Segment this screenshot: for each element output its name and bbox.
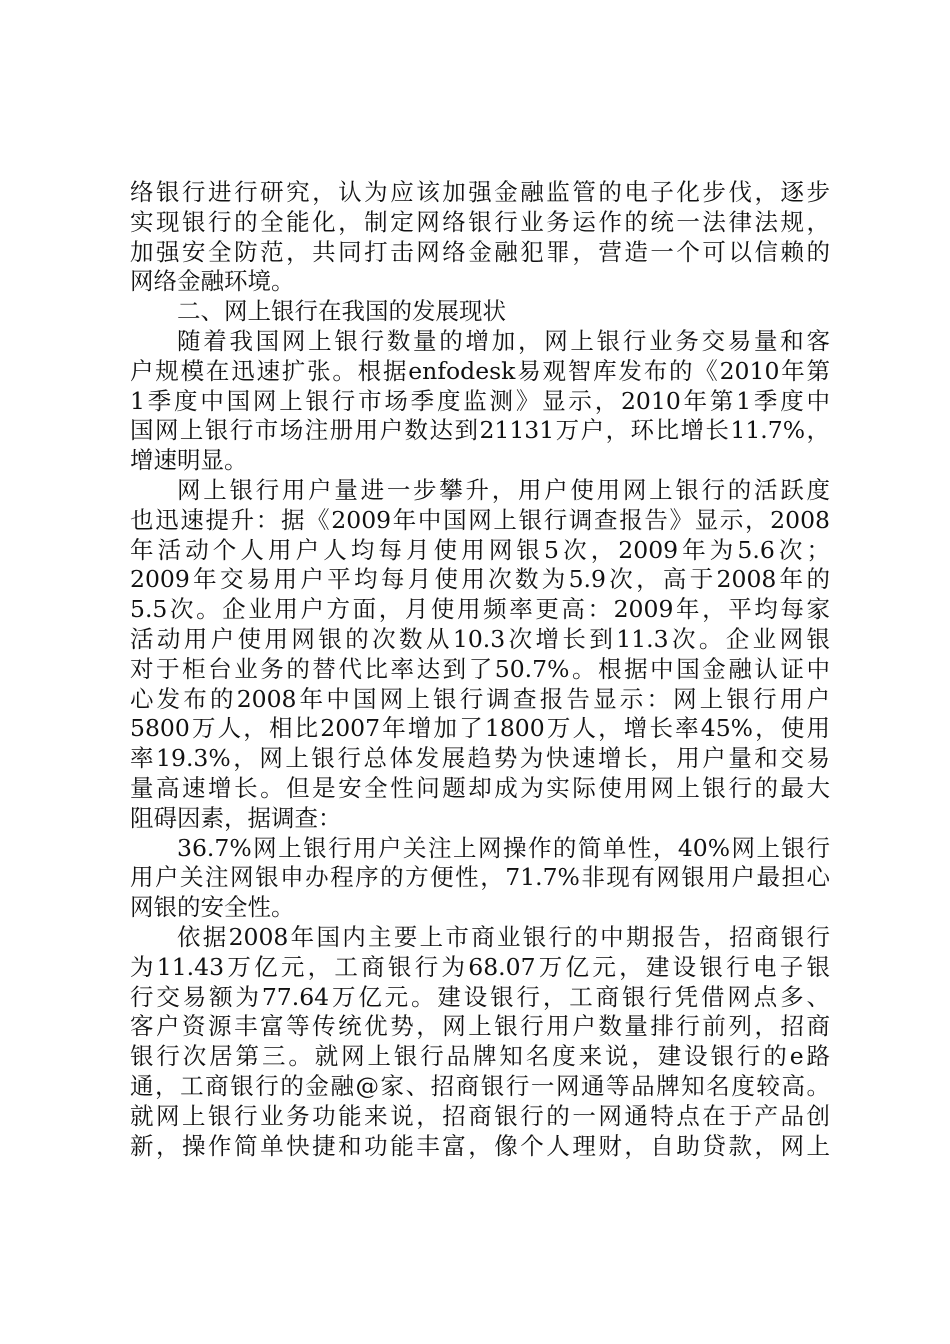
text-line: 用户关注网银申办程序的方便性，71.7%非现有网银用户最担心 — [130, 863, 830, 892]
text-line: 年活动个人用户人均每月使用网银5次，2009年为5.6次； — [130, 535, 830, 564]
text-line: 为11.43万亿元，工商银行为68.07万亿元，建设银行电子银 — [130, 952, 830, 981]
text-line: 随着我国网上银行数量的增加，网上银行业务交易量和客 — [177, 326, 830, 355]
text-line: 网上银行用户量进一步攀升，用户使用网上银行的活跃度 — [177, 475, 830, 504]
text-line: 国网上银行市场注册用户数达到21131万户，环比增长11.7%， — [130, 416, 830, 445]
body-text — [130, 178, 830, 1161]
text-line: 网络金融环境。 — [130, 267, 295, 296]
text-line: 户规模在迅速扩张。根据enfodesk易观智库发布的《2010年第 — [130, 356, 830, 385]
text-line: 银行次居第三。就网上银行品牌知名度来说，建设银行的e路 — [130, 1042, 830, 1071]
text-line: 1季度中国网上银行市场季度监测》显示，2010年第1季度中 — [130, 386, 830, 415]
text-line: 率19.3%，网上银行总体发展趋势为快速增长，用户量和交易 — [130, 744, 830, 773]
text-line: 也迅速提升：据《2009年中国网上银行调查报告》显示，2008 — [130, 505, 830, 534]
text-line: 量高速增长。但是安全性问题却成为实际使用网上银行的最大 — [130, 773, 830, 802]
text-line: 新，操作简单快捷和功能丰富，像个人理财，自助贷款，网上 — [130, 1131, 830, 1160]
text-line: 36.7%网上银行用户关注上网操作的简单性，40%网上银行 — [177, 833, 830, 862]
text-line: 就网上银行业务功能来说，招商银行的一网通特点在于产品创 — [130, 1101, 830, 1130]
text-line: 增速明显。 — [130, 446, 248, 475]
text-line: 实现银行的全能化，制定网络银行业务运作的统一法律法规， — [130, 207, 830, 236]
text-line: 阻碍因素，据调查： — [130, 803, 342, 832]
text-line: 二、网上银行在我国的发展现状 — [177, 297, 506, 326]
text-line: 心发布的2008年中国网上银行调查报告显示：网上银行用户 — [130, 684, 830, 713]
text-line: 5.5次。企业用户方面，月使用频率更高：2009年，平均每家 — [130, 595, 830, 624]
text-line: 活动用户使用网银的次数从10.3次增长到11.3次。企业网银 — [130, 624, 830, 653]
text-line: 2009年交易用户平均每月使用次数为5.9次，高于2008年的 — [130, 565, 830, 594]
text-line: 5800万人，相比2007年增加了1800万人，增长率45%，使用 — [130, 714, 830, 743]
text-line: 通，工商银行的金融@家、招商银行一网通等品牌知名度较高。 — [130, 1071, 830, 1100]
text-line: 加强安全防范，共同打击网络金融犯罪，营造一个可以信赖的 — [130, 237, 830, 266]
text-line: 客户资源丰富等传统优势，网上银行用户数量排行前列，招商 — [130, 1012, 830, 1041]
text-line: 行交易额为77.64万亿元。建设银行，工商银行凭借网点多、 — [130, 982, 830, 1011]
text-line: 对于柜台业务的替代比率达到了50.7%。根据中国金融认证中 — [130, 654, 830, 683]
text-line: 依据2008年国内主要上市商业银行的中期报告，招商银行 — [177, 922, 830, 951]
text-line: 络银行进行研究，认为应该加强金融监管的电子化步伐，逐步 — [130, 178, 830, 206]
text-line: 网银的安全性。 — [130, 893, 295, 922]
